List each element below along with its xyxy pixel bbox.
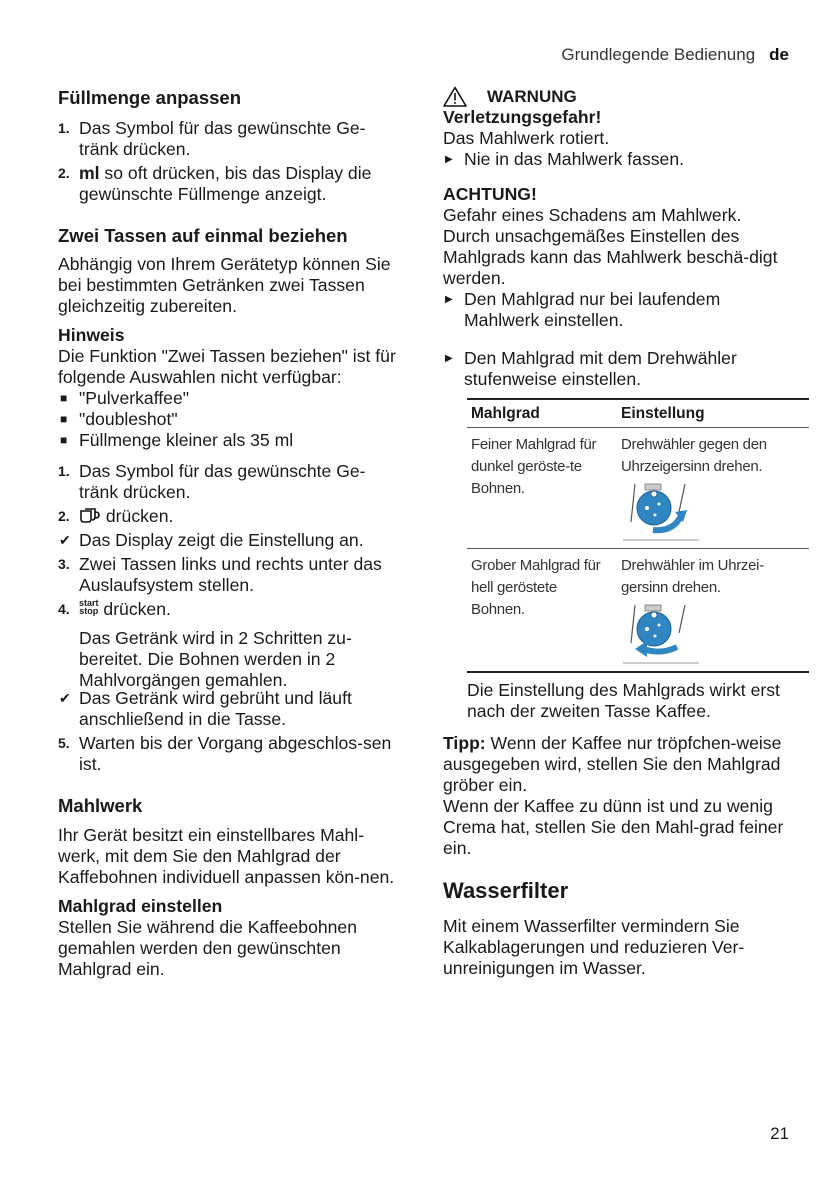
warning-header: [443, 86, 791, 107]
table-header: Einstellung: [617, 399, 809, 428]
language-code: de: [769, 45, 789, 64]
caution-title: ACHTUNG!: [443, 184, 537, 204]
warning-text: Das Mahlwerk rotiert.: [443, 128, 610, 148]
note-heading: Hinweis: [58, 325, 125, 345]
grind-table: [467, 398, 809, 673]
warning-title: Verletzungsgefahr!: [443, 107, 602, 127]
warning-triangle-icon: [443, 86, 467, 107]
step-item: 1. Das Symbol für das gewünschte Ge-tränk drücken.: [58, 461, 366, 502]
step-item: 2. drücken.: [58, 506, 174, 526]
check-icon: ✔: [59, 532, 71, 548]
result-item: ✔ Das Display zeigt die Einstellung an.: [59, 530, 364, 550]
step-item: 5. Warten bis der Vorgang abgeschlos-sen ist.: [58, 733, 392, 774]
warning-label: WARNUNG: [487, 86, 577, 106]
tip-paragraph-2: Wenn der Kaffee zu dünn ist und zu wenig Crema hat, stellen Sie den Mahl-grad feiner ein.: [443, 796, 784, 858]
check-icon: ✔: [59, 690, 71, 706]
caution-text: Gefahr eines Schadens am Mahlwerk. Durch unsachgemäßes Einstellen des Mahlgrads kann das Mahlwerk beschä-digt werden.: [443, 205, 778, 288]
heading-fuellmenge: Füllmenge anpassen: [58, 87, 241, 108]
paragraph: Abhängig von Ihrem Gerätetyp können Sie bei bestimmten Getränken zwei Tassen gleichzeitig zubereiten.: [58, 254, 391, 316]
ml-button-symbol: ml: [79, 163, 100, 183]
list-item: ■ "doubleshot": [60, 409, 178, 429]
list-item: ■ Füllmenge kleiner als 35 ml: [60, 430, 294, 450]
heading-mahlwerk: Mahlwerk: [58, 795, 143, 816]
paragraph: Ihr Gerät besitzt ein einstellbares Mahl-werk, mit dem Sie den Mahlgrad der Kaffebohnen individuell anpassen kön-nen.: [58, 825, 395, 887]
action-item: ▶ Den Mahlgrad nur bei laufendem Mahlwerk einstellen.: [445, 289, 721, 330]
paragraph: Stellen Sie während die Kaffeebohnen gemahlen werden den gewünschten Mahlgrad ein.: [58, 917, 357, 979]
dial-clockwise-illustration: [621, 603, 701, 667]
action-item: ▶ Den Mahlgrad mit dem Drehwähler stufenweise einstellen.: [445, 348, 737, 389]
paragraph: Mit einem Wasserfilter vermindern Sie Kalkablagerungen und reduzieren Ver-unreinigungen im Wasser.: [443, 916, 745, 978]
step-item: 4. start stop drücken.: [58, 598, 171, 619]
table-header: Mahlgrad: [467, 399, 617, 428]
section-title: Grundlegende Bedienung: [561, 45, 756, 64]
step-detail: Das Getränk wird in 2 Schritten zu-bereitet. Die Bohnen werden in 2 Mahlvorgängen gemahlen.: [79, 628, 352, 690]
table-note: Die Einstellung des Mahlgrads wirkt erst nach der zweiten Tasse Kaffee.: [467, 680, 780, 721]
step-item: 1. Das Symbol für das gewünschte Ge-tränk drücken.: [58, 118, 366, 159]
two-cups-icon: [79, 508, 101, 524]
result-item: ✔ Das Getränk wird gebrüht und läuft anschließend in die Tasse.: [59, 688, 352, 729]
heading-wasserfilter: Wasserfilter: [443, 878, 569, 903]
action-item: ▶ Nie in das Mahlwerk fassen.: [445, 149, 685, 169]
list-item: ■ "Pulverkaffee": [60, 388, 189, 408]
tip-paragraph: Tipp: Wenn der Kaffee nur tröpfchen-weise ausgegeben wird, stellen Sie den Mahlgrad gröber ein.: [443, 733, 782, 795]
heading-mahlgrad: Mahlgrad einstellen: [58, 896, 223, 916]
step-item: 2. ml so oft drücken, bis das Display die gewünschte Füllmenge anzeigt.: [58, 163, 372, 204]
start-stop-symbol: start stop: [79, 598, 99, 616]
running-header: [561, 45, 789, 65]
step-item: 3. Zwei Tassen links und rechts unter das Auslaufsystem stellen.: [58, 554, 382, 595]
page-number: 21: [770, 1124, 789, 1143]
table-row: Feiner Mahlgrad für dunkel geröste-te Bohnen. Drehwähler gegen den Uhrzeigersinn drehen.: [467, 428, 809, 549]
right-column: [443, 86, 791, 979]
dial-counterclockwise-illustration: [621, 482, 701, 544]
table-row: Grober Mahlgrad für hell geröstete Bohnen. Drehwähler im Uhrzei-gersinn drehen.: [467, 549, 809, 673]
note-text: Die Funktion "Zwei Tassen beziehen" ist für folgende Auswahlen nicht verfügbar:: [58, 346, 396, 387]
left-column: [58, 86, 403, 980]
heading-zwei-tassen: Zwei Tassen auf einmal beziehen: [58, 225, 348, 246]
